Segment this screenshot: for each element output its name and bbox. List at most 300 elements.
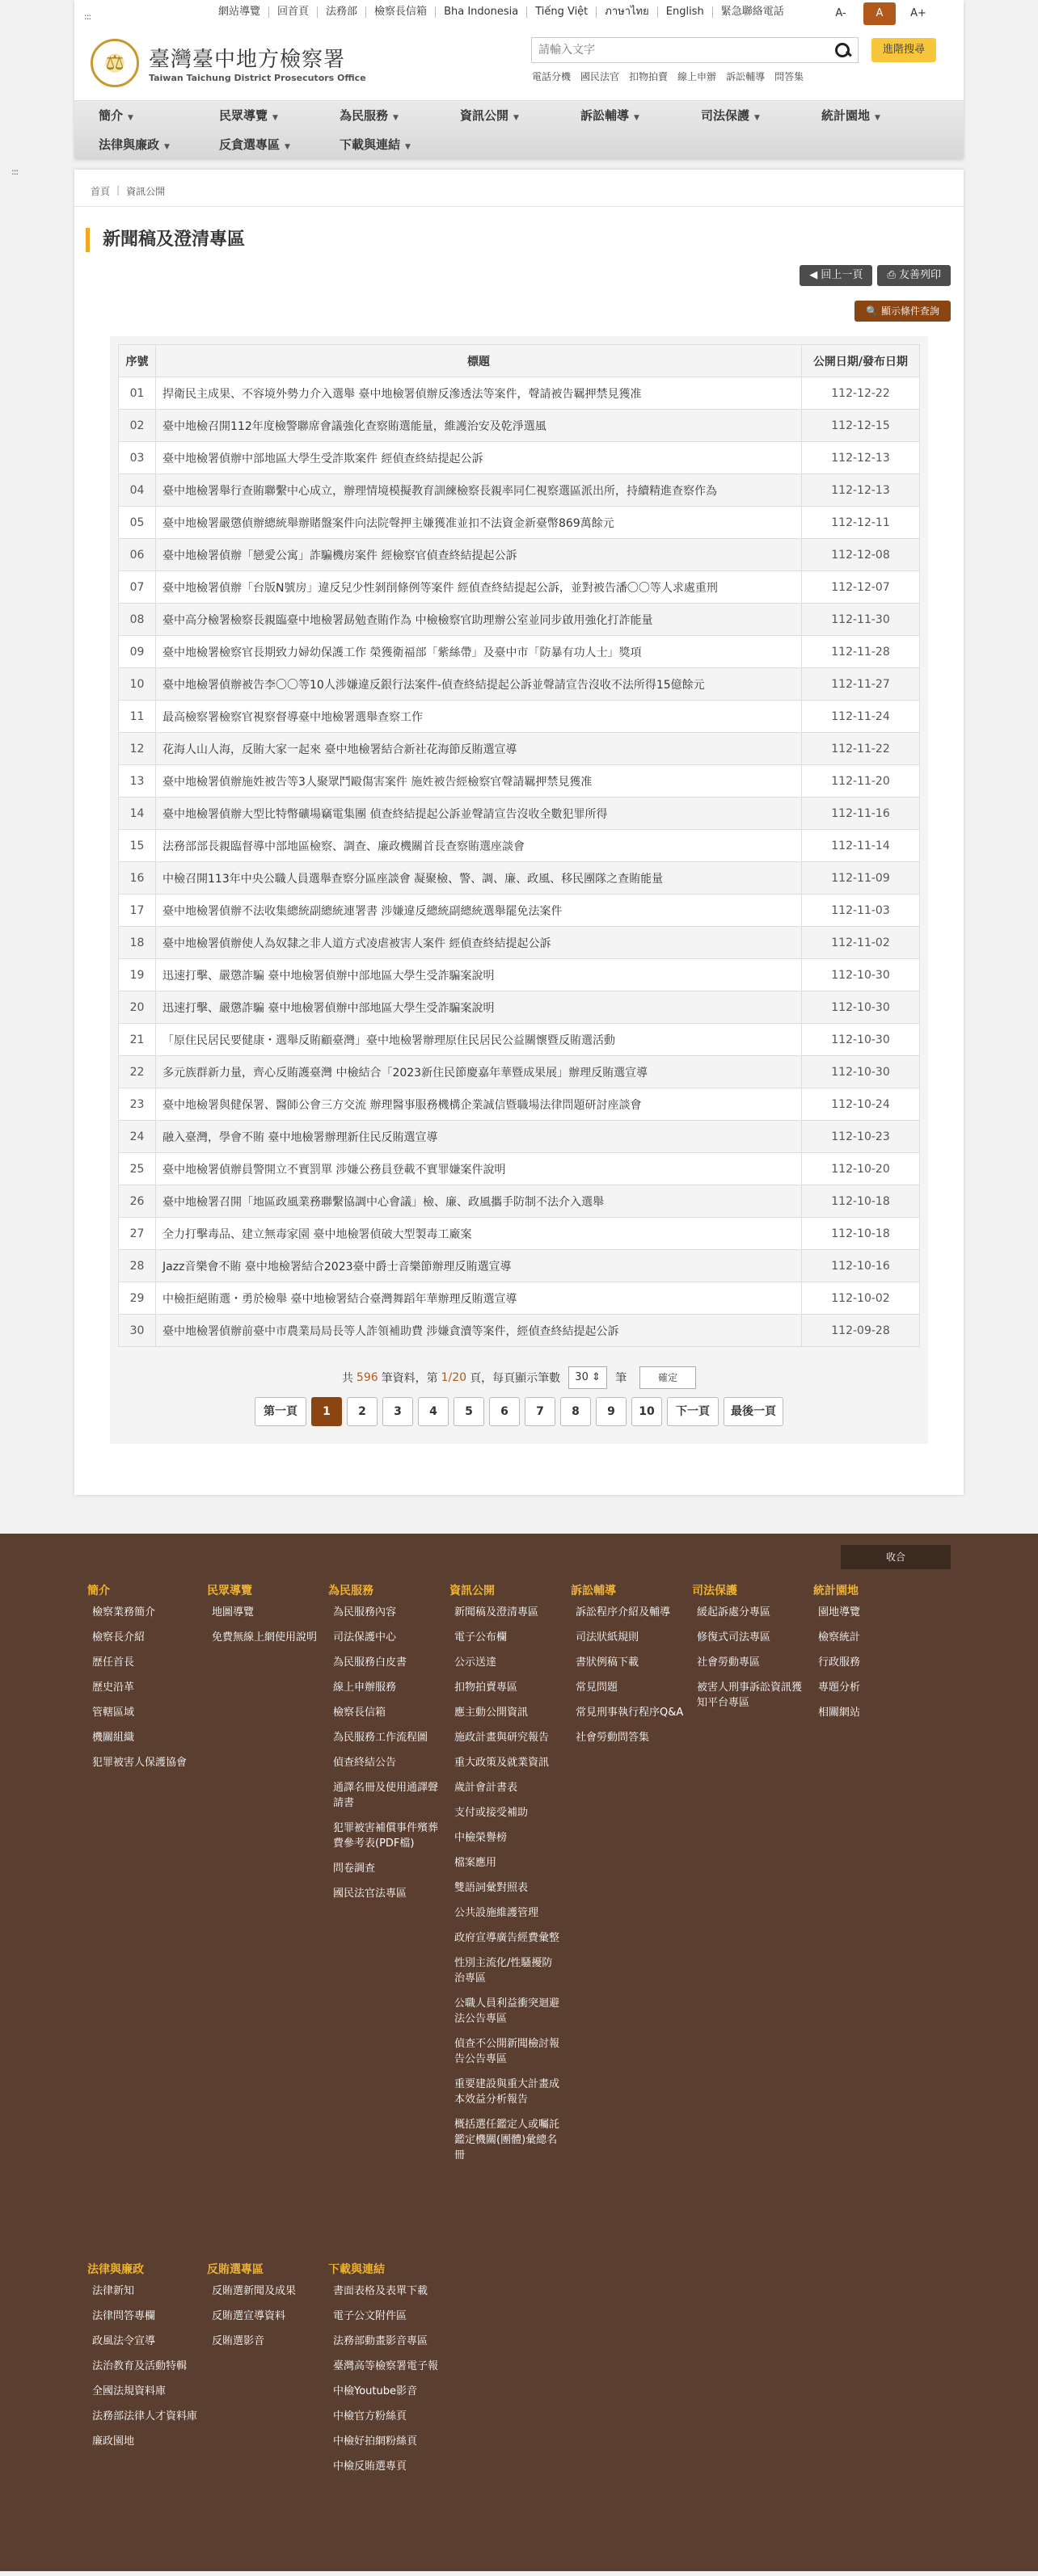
header-title: 標題 [156, 345, 802, 377]
footer-link[interactable]: 歷史沿革 [92, 1682, 135, 1694]
table-header-row [119, 345, 920, 377]
footer-link[interactable]: 政府宣導廣告經費彙整 [454, 1932, 560, 1944]
footer-link[interactable]: 性別主流化/性騷擾防治專區 [454, 1957, 553, 1985]
page-button-7[interactable]: 7 [525, 1397, 555, 1426]
row-date: 112-12-07 [802, 571, 920, 604]
row-title-link[interactable]: 臺中地檢署偵辦「戀愛公寓」詐騙機房案件 經檢察官偵查終結提起公訴 [156, 539, 802, 571]
footer-link[interactable]: 電子公布欄 [454, 1631, 508, 1644]
row-title-link[interactable]: 臺中地檢署與健保署、醫師公會三方交流 辦理醫事服務機構企業誠信暨職場法律問題研討座談會 [156, 1088, 802, 1121]
row-title-link[interactable]: 最高檢察署檢察官視察督導臺中地檢署選舉查察工作 [156, 701, 802, 733]
pager-total-suffix: 筆資料，第 [381, 1372, 438, 1385]
footer-link[interactable]: 全國法規資料庫 [92, 2385, 167, 2397]
caret-down-icon: ▼ [875, 114, 880, 122]
row-date: 112-12-13 [802, 474, 920, 507]
footer-column-title[interactable]: 下載與連結 [328, 2263, 385, 2276]
footer-column [692, 1582, 805, 1720]
row-date: 112-12-08 [802, 539, 920, 571]
row-title-link[interactable]: 臺中地檢署偵辦「台版N號房」違反兒少性剝削條例等案件 經偵查終結提起公訴，並對被告潘〇〇等人求處重刑 [156, 571, 802, 604]
page-button-10[interactable]: 10 [631, 1397, 662, 1426]
row-number: 12 [119, 733, 156, 765]
query-actions [74, 301, 951, 322]
top-link-vietnamese[interactable]: Tiếng Việt [527, 6, 597, 18]
row-number: 26 [119, 1185, 156, 1218]
footer-link[interactable]: 電子公文附件區 [333, 2310, 407, 2322]
row-date: 112-11-24 [802, 701, 920, 733]
footer-link[interactable]: 檔案應用 [454, 1857, 497, 1869]
accesskey-top[interactable]: ::: [84, 11, 91, 22]
row-date: 112-12-22 [802, 377, 920, 410]
breadcrumb-home[interactable]: 首頁 [91, 186, 111, 197]
nav-label: 為民服務 [340, 108, 389, 123]
row-title-link[interactable]: 法務部部長親臨督導中部地區檢察、調查、廉政機關首長查察賄選座談會 [156, 830, 802, 862]
row-title-link[interactable]: 臺中地檢署偵辦被告李〇〇等10人涉嫌違反銀行法案件-偵查終結提起公訴並聲請宣告沒收不法所得15億餘元 [156, 668, 802, 701]
row-title-link[interactable]: 捍衛民主成果、不容境外勢力介入選舉 臺中地檢署偵辦反滲透法等案件，聲請被告羈押禁見獲准 [156, 377, 802, 410]
footer-link[interactable]: 問卷調查 [333, 1863, 376, 1875]
footer-link[interactable]: 訴訟程序介紹及輔導 [576, 1606, 671, 1618]
footer-link[interactable]: 法治教育及活動特輯 [92, 2360, 188, 2372]
pager-unit: 筆 [615, 1372, 627, 1385]
row-title-link[interactable]: 臺中地檢署偵辦施姓被告等3人聚眾鬥毆傷害案件 施姓被告經檢察官聲請羈押禁見獲准 [156, 765, 802, 798]
breadcrumb-separator: | [116, 184, 120, 196]
pager-total-count: 596 [356, 1371, 378, 1384]
row-title-link[interactable]: 臺中地檢署召開「地區政風業務聯繫協調中心會議」檢、廉、政風攜手防制不法介入選舉 [156, 1185, 802, 1218]
footer-link[interactable]: 檢察長介紹 [92, 1631, 146, 1644]
row-number: 19 [119, 959, 156, 991]
row-number: 27 [119, 1218, 156, 1250]
top-link-sitemap[interactable]: 網站導覽 [210, 6, 269, 18]
footer-link[interactable]: 常見問題 [576, 1682, 618, 1694]
footer-link[interactable]: 廉政園地 [92, 2435, 135, 2448]
footer-link[interactable]: 地圖導覽 [212, 1606, 255, 1618]
footer-column [328, 1582, 441, 1911]
footer-link[interactable]: 為民服務內容 [333, 1606, 397, 1618]
nav-label: 簡介 [99, 108, 124, 123]
footer-link[interactable]: 反賄選新聞及成果 [212, 2285, 297, 2297]
nav-item[interactable] [81, 130, 201, 159]
page-button-4[interactable]: 4 [418, 1397, 449, 1426]
footer-link[interactable]: 偵查終結公告 [333, 1757, 397, 1769]
footer-link[interactable]: 新聞稿及澄清專區 [454, 1606, 539, 1618]
footer-column [87, 2261, 200, 2459]
back-button[interactable]: ◀ 回上一頁 [800, 265, 872, 286]
breadcrumb [74, 170, 964, 207]
caret-down-icon: ▼ [513, 114, 519, 122]
nav-label: 法律與廉政 [99, 137, 160, 152]
search-input[interactable] [538, 44, 833, 57]
nav-label: 下載與連結 [340, 137, 401, 152]
nav-item[interactable] [201, 130, 322, 159]
footer-link-list [813, 1605, 926, 1720]
nav-label: 民眾導覽 [219, 108, 268, 123]
caret-down-icon: ▼ [272, 114, 278, 122]
footer-column [87, 1582, 200, 1780]
row-title-link[interactable]: 中檢召開113年中央公職人員選舉查察分區座談會 凝聚檢、警、調、廉、政風、移民團隊之查賄能量 [156, 862, 802, 894]
caret-down-icon: ▼ [754, 114, 760, 122]
nav-item[interactable] [322, 130, 442, 159]
hotkey-online[interactable]: 線上申辦 [677, 71, 717, 82]
footer-link[interactable]: 臺灣高等檢察署電子報 [333, 2360, 439, 2372]
search-box [531, 37, 859, 63]
nav-item[interactable] [81, 101, 201, 130]
page-size-select[interactable]: 30 ⇕ [568, 1366, 607, 1389]
table-row [119, 1315, 920, 1347]
row-number: 21 [119, 1024, 156, 1056]
table-row [119, 1088, 920, 1121]
table-row [119, 959, 920, 991]
hotkey-faq[interactable]: 問答集 [774, 71, 804, 82]
footer-column [449, 1582, 563, 2173]
row-date: 112-09-28 [802, 1315, 920, 1347]
row-number: 05 [119, 507, 156, 539]
row-number: 20 [119, 991, 156, 1024]
table-row [119, 765, 920, 798]
breadcrumb-info[interactable]: 資訊公開 [126, 186, 166, 197]
row-number: 23 [119, 1088, 156, 1121]
table-row [119, 1121, 920, 1153]
row-title-link[interactable]: 臺中地檢署檢察官長期致力婦幼保護工作 榮獲衛福部「紫絲帶」及臺中市「防暴有功人士」獎項 [156, 636, 802, 668]
font-small-button[interactable]: A- [835, 7, 846, 19]
row-date: 112-10-30 [802, 959, 920, 991]
row-number: 13 [119, 765, 156, 798]
footer-link[interactable]: 修復式司法專區 [697, 1631, 771, 1644]
table-row [119, 1282, 920, 1315]
footer-link[interactable]: 法律新知 [92, 2285, 135, 2297]
page-button-5[interactable]: 5 [454, 1397, 484, 1426]
page-button-9[interactable]: 9 [596, 1397, 627, 1426]
page-actions [74, 265, 951, 286]
row-title-link[interactable]: 臺中地檢署偵辦中部地區大學生受詐欺案件 經偵查終結提起公訴 [156, 442, 802, 474]
table-row [119, 927, 920, 959]
row-title-link[interactable]: 花海人山人海，反賄大家一起來 臺中地檢署結合新社花海節反賄選宣導 [156, 733, 802, 765]
top-link-indonesia[interactable]: Bha Indonesia [436, 6, 527, 18]
table-row [119, 1153, 920, 1185]
row-number: 04 [119, 474, 156, 507]
top-link-mailbox[interactable]: 檢察長信箱 [366, 6, 436, 18]
logo-title-zh: 臺灣臺中地方檢察署 [149, 48, 346, 72]
row-number: 16 [119, 862, 156, 894]
row-number: 03 [119, 442, 156, 474]
accesskey-center[interactable]: ::: [11, 166, 19, 177]
site-header [74, 0, 964, 158]
footer-link[interactable]: 管轄區域 [92, 1707, 135, 1719]
row-number: 06 [119, 539, 156, 571]
table-row [119, 701, 920, 733]
footer-link[interactable]: 偵查不公開新聞檢討報告公告專區 [454, 2038, 560, 2065]
footer-link[interactable]: 國民法官法專區 [333, 1888, 407, 1900]
nav-item[interactable] [322, 101, 442, 130]
footer-collapse-button[interactable]: 收合 [841, 1545, 951, 1569]
table-row [119, 604, 920, 636]
row-number: 02 [119, 410, 156, 442]
top-link-moj[interactable]: 法務部 [318, 6, 366, 18]
footer-column-title[interactable]: 反賄選專區 [207, 2263, 264, 2276]
last-page-button[interactable]: 最後一頁 [724, 1397, 783, 1426]
row-title-link[interactable]: 全力打擊毒品、建立無毒家園 臺中地檢署偵破大型製毒工廠案 [156, 1218, 802, 1250]
row-date: 112-10-18 [802, 1218, 920, 1250]
footer-link[interactable]: 免費無線上網使用說明 [212, 1631, 318, 1644]
footer-link[interactable]: 檢察業務簡介 [92, 1606, 156, 1618]
footer-link[interactable]: 社會勞動問答集 [576, 1732, 650, 1744]
footer-link[interactable]: 司法保護中心 [333, 1631, 397, 1644]
row-date: 112-11-03 [802, 894, 920, 927]
next-page-button[interactable]: 下一頁 [667, 1397, 719, 1426]
row-title-link[interactable]: 中檢拒絕賄選・勇於檢舉 臺中地檢署結合臺灣舞蹈年華辦理反賄選宣導 [156, 1282, 802, 1315]
footer-link[interactable]: 為民服務白皮書 [333, 1656, 407, 1669]
table-row [119, 539, 920, 571]
row-title-link[interactable]: 臺中地檢署偵辦不法收集總統副總統連署書 涉嫌違反總統副總統選舉罷免法案件 [156, 894, 802, 927]
footer-link[interactable]: 犯罪被害補償事件殯葬費參考表(PDF檔) [333, 1822, 439, 1850]
table-row [119, 410, 920, 442]
footer-column-title[interactable]: 統計園地 [813, 1585, 859, 1597]
row-date: 112-11-02 [802, 927, 920, 959]
row-title-link[interactable]: 融入臺灣，學會不賄 臺中地檢署辦理新住民反賄選宣導 [156, 1121, 802, 1153]
row-date: 112-10-30 [802, 991, 920, 1024]
font-size-controls [825, 2, 935, 25]
confirm-button[interactable]: 確定 [639, 1366, 696, 1389]
row-title-link[interactable]: 臺中地檢署偵辦前臺中市農業局局長等人詐領補助費 涉嫌貪瀆等案件，經偵查終結提起公訴 [156, 1315, 802, 1347]
footer-link[interactable]: 反賄選宣導資料 [212, 2310, 286, 2322]
nav-item[interactable] [201, 101, 322, 130]
row-number: 24 [119, 1121, 156, 1153]
footer-link[interactable]: 司法狀紙規則 [576, 1631, 639, 1644]
pager-info [110, 1362, 928, 1394]
footer-link-list [87, 1605, 200, 1770]
row-title-link[interactable]: 臺中地檢署偵辦員警開立不實罰單 涉嫌公務員登載不實罪嫌案件說明 [156, 1153, 802, 1185]
row-number: 30 [119, 1315, 156, 1347]
footer-link[interactable]: 通譯名冊及使用通譯聲請書 [333, 1782, 439, 1809]
footer-link[interactable]: 應主動公開資訊 [454, 1707, 529, 1719]
footer-link[interactable]: 專題分析 [818, 1682, 861, 1694]
advanced-search-button[interactable]: 進階搜尋 [871, 38, 936, 62]
top-link-home[interactable]: 回首頁 [269, 6, 318, 18]
show-conditions-button[interactable]: 🔍 顯示條件查詢 [854, 301, 951, 322]
nav-item[interactable] [804, 101, 924, 130]
row-date: 112-12-15 [802, 410, 920, 442]
row-date: 112-10-02 [802, 1282, 920, 1315]
footer-link[interactable]: 相關網站 [818, 1707, 861, 1719]
font-large-button[interactable]: A+ [910, 7, 926, 19]
logo-text [149, 43, 366, 83]
row-date: 112-11-28 [802, 636, 920, 668]
table-row [119, 1024, 920, 1056]
row-date: 112-10-30 [802, 1024, 920, 1056]
footer-link-list [449, 1605, 563, 2163]
footer-link[interactable]: 為民服務工作流程圖 [333, 1732, 428, 1744]
top-link-english[interactable]: English [658, 6, 713, 18]
footer-link[interactable]: 法務部動畫影音專區 [333, 2335, 428, 2347]
footer-link[interactable]: 書狀例稿下載 [576, 1656, 639, 1669]
top-link-emergency[interactable]: 緊急聯絡電話 [720, 6, 784, 18]
hotkey-extension[interactable]: 電話分機 [532, 71, 572, 82]
row-date: 112-10-24 [802, 1088, 920, 1121]
hotkey-citizen-judge[interactable]: 國民法官 [580, 71, 620, 82]
footer-link[interactable]: 行政服務 [818, 1656, 861, 1669]
font-medium-button[interactable]: A [863, 2, 896, 25]
row-title-link[interactable]: 臺中地檢署偵辦使人為奴隸之非人道方式凌虐被害人案件 經偵查終結提起公訴 [156, 927, 802, 959]
page-button-3[interactable]: 3 [382, 1397, 413, 1426]
footer-link[interactable]: 園地導覽 [818, 1606, 861, 1618]
footer-link[interactable]: 書面表格及表單下載 [333, 2285, 428, 2297]
footer-column-title[interactable]: 法律與廉政 [87, 2263, 144, 2276]
site-footer [0, 1534, 1038, 2571]
caret-down-icon: ▼ [164, 143, 170, 151]
print-button[interactable]: ⎙ 友善列印 [877, 265, 951, 286]
row-title-link[interactable]: 臺中地檢召開112年度檢警聯席會議強化查察賄選能量，維護治安及乾淨選風 [156, 410, 802, 442]
row-number: 09 [119, 636, 156, 668]
footer-link[interactable]: 社會勞動專區 [697, 1656, 761, 1669]
footer-link[interactable]: 歲計會計書表 [454, 1782, 518, 1794]
table-row [119, 377, 920, 410]
table-row [119, 636, 920, 668]
footer-column-title[interactable]: 訴訟輔導 [571, 1585, 616, 1597]
footer-column-title[interactable]: 民眾導覽 [207, 1585, 252, 1597]
nav-label: 統計園地 [821, 108, 871, 123]
table-row [119, 733, 920, 765]
row-date: 112-11-09 [802, 862, 920, 894]
footer-link-list [328, 2283, 441, 2474]
footer-column [813, 1582, 926, 1730]
row-title-link[interactable]: 臺中地檢署偵辦大型比特幣礦場竊電集團 偵查終結提起公訴並聲請宣告沒收全數犯罪所得 [156, 798, 802, 830]
footer-link[interactable]: 被害人刑事訴訟資訊獲知平台專區 [697, 1682, 803, 1709]
pager-total-prefix: 共 [341, 1372, 353, 1385]
nav-item[interactable] [563, 101, 683, 130]
footer-link[interactable]: 中檢反賄選專頁 [333, 2460, 407, 2473]
footer-link[interactable]: 檢察長信箱 [333, 1707, 386, 1719]
footer-link-list [207, 1605, 320, 1645]
row-number: 18 [119, 927, 156, 959]
row-title-link[interactable]: 迅速打擊、嚴懲詐騙 臺中地檢署偵辦中部地區大學生受詐騙案說明 [156, 959, 802, 991]
footer-link[interactable]: 公共設施維護管理 [454, 1907, 539, 1919]
print-label: 友善列印 [898, 269, 941, 281]
caret-down-icon: ▼ [393, 114, 399, 122]
hot-keywords [532, 69, 804, 83]
row-number: 28 [119, 1250, 156, 1282]
news-table [118, 344, 920, 1347]
page-button-6[interactable]: 6 [489, 1397, 520, 1426]
row-date: 112-11-30 [802, 604, 920, 636]
table-row [119, 1218, 920, 1250]
footer-link[interactable]: 法律問答專欄 [92, 2310, 156, 2322]
row-date: 112-12-11 [802, 507, 920, 539]
row-date: 112-10-30 [802, 1056, 920, 1088]
nav-label: 司法保護 [701, 108, 750, 123]
row-title-link[interactable]: 臺中高分檢署檢察長親臨臺中地檢署勗勉查賄作為 中檢檢察官助理辦公室並同步啟用強化打詐能量 [156, 604, 802, 636]
nav-label: 反貪選專區 [219, 137, 281, 152]
table-row [119, 442, 920, 474]
nav-item[interactable] [442, 101, 563, 130]
footer-column [571, 1582, 684, 1755]
page-buttons [110, 1397, 928, 1426]
table-row [119, 862, 920, 894]
footer-link[interactable]: 中檢好拍網粉絲頁 [333, 2435, 418, 2448]
footer-link[interactable]: 公職人員利益衝突迴避法公告專區 [454, 1997, 560, 2025]
site-logo[interactable] [91, 34, 430, 92]
row-title-link[interactable]: 多元族群新力量，齊心反賄護臺灣 中檢結合「2023新住民節慶嘉年華暨成果展」辦理反賄選宣導 [156, 1056, 802, 1088]
footer-column-title[interactable]: 資訊公開 [449, 1585, 495, 1597]
back-label: 回上一頁 [821, 269, 863, 281]
row-title-link[interactable]: 臺中地檢署舉行查賄聯繫中心成立，辦理情境模擬教育訓練檢察長親率同仁視察選區派出所，持續精進查察作為 [156, 474, 802, 507]
news-table-wrap [110, 336, 928, 1355]
footer-link[interactable]: 犯罪被害人保護協會 [92, 1757, 188, 1769]
table-row [119, 1185, 920, 1218]
page-size-value: 30 [575, 1371, 589, 1383]
footer-link[interactable]: 中檢榮譽榜 [454, 1832, 508, 1844]
table-row [119, 507, 920, 539]
row-date: 112-11-27 [802, 668, 920, 701]
footer-link[interactable]: 線上申辦服務 [333, 1682, 397, 1694]
row-date: 112-10-16 [802, 1250, 920, 1282]
footer-link[interactable]: 常見刑事執行程序Q&A [576, 1707, 684, 1719]
logo-title-en: Taiwan Taichung District Prosecutors Office [149, 73, 366, 83]
show-conditions-label: 顯示條件查詢 [880, 305, 939, 317]
nav-item[interactable] [683, 101, 804, 130]
hotkey-litigation[interactable]: 訴訟輔導 [726, 71, 766, 82]
row-number: 01 [119, 377, 156, 410]
footer-link[interactable]: 重大政策及就業資訊 [454, 1757, 550, 1769]
page-button-8[interactable]: 8 [560, 1397, 591, 1426]
first-page-button[interactable]: 第一頁 [255, 1397, 306, 1426]
row-date: 112-12-13 [802, 442, 920, 474]
footer-column-title[interactable]: 司法保護 [692, 1585, 737, 1597]
pagination [110, 1355, 928, 1444]
footer-link[interactable]: 緩起訴處分專區 [697, 1606, 771, 1618]
row-number: 11 [119, 701, 156, 733]
footer-link-list [328, 1605, 441, 1901]
nav-label: 訴訟輔導 [580, 108, 630, 123]
footer-link[interactable]: 歷任首長 [92, 1656, 135, 1669]
footer-column-title[interactable]: 簡介 [87, 1585, 110, 1597]
top-link-thai[interactable]: ภาษาไทย [597, 6, 657, 18]
footer-link-list [571, 1605, 684, 1745]
footer-link[interactable]: 重要建設與重大計畫成本效益分析報告 [454, 2078, 560, 2106]
footer-column [207, 1582, 320, 1655]
row-date: 112-10-23 [802, 1121, 920, 1153]
page-button-1[interactable]: 1 [311, 1397, 342, 1426]
footer-link[interactable]: 施政計畫與研究報告 [454, 1732, 550, 1744]
footer-link[interactable]: 法務部法律人才資料庫 [92, 2410, 198, 2422]
row-date: 112-11-22 [802, 733, 920, 765]
main-nav [74, 100, 964, 158]
pager-page-suffix: 頁，每頁顯示筆數 [470, 1372, 561, 1385]
footer-link[interactable]: 中檢官方粉絲頁 [333, 2410, 407, 2422]
footer-link-list [207, 2283, 320, 2349]
footer-column-title[interactable]: 為民服務 [328, 1585, 373, 1597]
row-title-link[interactable]: 迅速打擊、嚴懲詐騙 臺中地檢署偵辦中部地區大學生受詐騙案說明 [156, 991, 802, 1024]
page-button-2[interactable]: 2 [347, 1397, 378, 1426]
row-number: 07 [119, 571, 156, 604]
row-title-link[interactable]: Jazz音樂會不賄 臺中地檢署結合2023臺中爵士音樂節辦理反賄選宣導 [156, 1250, 802, 1282]
hotkey-auction[interactable]: 扣物拍賣 [629, 71, 669, 82]
row-date: 112-11-16 [802, 798, 920, 830]
footer-link[interactable]: 政風法令宣導 [92, 2335, 156, 2347]
footer-link[interactable]: 支付或接受補助 [454, 1807, 529, 1819]
row-title-link[interactable]: 臺中地檢署嚴懲偵辦總統舉辦賭盤案件向法院聲押主嫌獲准並扣不法資金新臺幣869萬餘元 [156, 507, 802, 539]
footer-link[interactable]: 機關組織 [92, 1732, 135, 1744]
search-icon[interactable] [833, 41, 851, 59]
row-number: 29 [119, 1282, 156, 1315]
footer-link[interactable]: 雙語詞彙對照表 [454, 1882, 529, 1894]
footer-link[interactable]: 概括選任鑑定人或囑託鑑定機關(團體)彙總名冊 [454, 2119, 560, 2161]
row-title-link[interactable]: 「原住民居民要健康・選舉反賄顧臺灣」臺中地檢署辦理原住民居民公益關懷暨反賄選活動 [156, 1024, 802, 1056]
footer-link[interactable]: 中檢Youtube影音 [333, 2385, 417, 2397]
row-number: 22 [119, 1056, 156, 1088]
table-row [119, 1056, 920, 1088]
footer-link[interactable]: 扣物拍賣專區 [454, 1682, 518, 1694]
footer-link[interactable]: 公示送達 [454, 1656, 497, 1669]
table-row [119, 798, 920, 830]
footer-link[interactable]: 反賄選影音 [212, 2335, 265, 2347]
footer-link[interactable]: 檢察統計 [818, 1631, 861, 1644]
